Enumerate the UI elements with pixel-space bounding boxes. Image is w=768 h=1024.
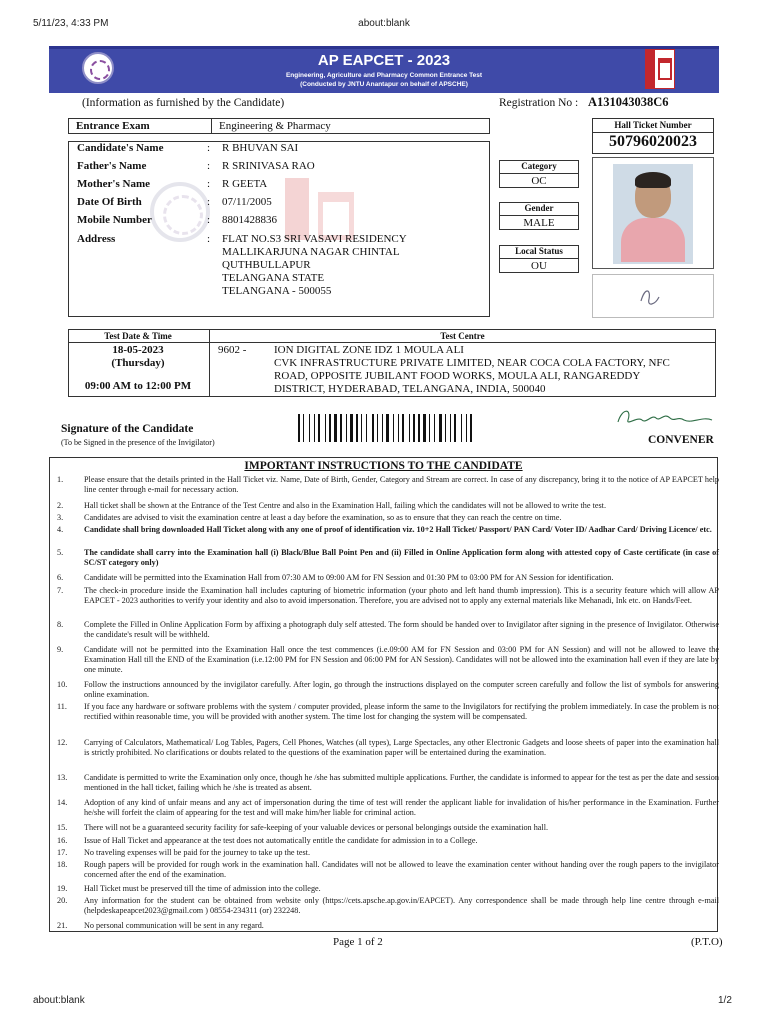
instruction-number: 16.	[57, 836, 68, 845]
instruction-text: The check-in procedure inside the Examination hall includes capturing of biometric information (your photo and left hand thumb impression). This is a security feature which will allow AP EAPCET - 2023 authorities to verify your identity and also to avoid impersonation. Therefore, you are advised not to apply any external materials like Mehanadi, Ink etc. on Hands/Feet.	[84, 586, 719, 605]
address-line: MALLIKARJUNA NAGAR CHINTAL	[222, 246, 400, 258]
page-label: Page 1 of 2	[333, 936, 383, 948]
print-datetime: 5/11/23, 4:33 PM	[33, 18, 109, 29]
local-status-label: Local Status	[515, 246, 563, 256]
print-footer-url: about:blank	[33, 995, 85, 1006]
centre-line: ION DIGITAL ZONE IDZ 1 MOULA ALI	[274, 344, 464, 356]
centre-address	[274, 344, 670, 396]
exam-title: AP EAPCET - 2023	[317, 52, 451, 69]
centre-code: 9602 -	[218, 344, 247, 356]
instruction-text: Candidate is permitted to write the Examination only once, though he /she has submitted multiple applications. Further, the candidate is informed to appear for the test as per the date and session mentioned in the hall ticket, failing which he /she is treated as absent.	[84, 773, 719, 792]
gender-label: Gender	[524, 203, 554, 213]
address-line: TELANGANA - 500055	[222, 285, 332, 297]
hall-ticket-number: 50796020023	[609, 133, 697, 150]
instruction-text: Candidate will not be permitted into the Examination Hall once the test commences (i.e.09:00 AM for FN Session and 03:00 PM for AN Session) and will not be allowed to leave the Examination Hall till the END of the Examination (i.e.12:00 PM for FN Session and 06:00 PM for AN Session). Candidates will not be allowed into the examination hall even if they are late by one minute.	[84, 645, 719, 674]
instruction-number: 2.	[57, 501, 64, 510]
test-time: 09:00 AM to 12:00 PM	[84, 380, 192, 392]
address-line: QUTHBULLAPUR	[222, 259, 311, 271]
father-name: R SRINIVASA RAO	[222, 160, 315, 172]
mobile-value: 8801428836	[222, 214, 277, 226]
category-label: Category	[521, 161, 557, 171]
instruction-text: Adoption of any kind of unfair means and any act of impersonation during the time of test will render the applicant liable for invalidation of his/her performance in the Examination. Further he/she will forfeit the claim of appearing for the test and will make him/her liable for criminal action.	[84, 798, 719, 817]
instruction-text: Candidate shall bring downloaded Hall Ticket along with any one of proof of identification viz. 10+2 Hall Ticket/ Passport/ PAN Card/ Voter ID/ Aadhar Card/ Driving Licence/ etc.	[84, 525, 712, 534]
info-note: (Information as furnished by the Candidate)	[82, 97, 285, 109]
candidate-photo	[592, 157, 714, 269]
mother-name: R GEETA	[222, 178, 268, 190]
instruction-number: 21.	[57, 921, 68, 930]
instruction-number: 18.	[57, 860, 68, 869]
instruction-number: 7.	[57, 586, 64, 595]
conducted-by: (Conducted by JNTU Anantapur on behalf of APSCHE)	[300, 81, 468, 88]
gender-value: MALE	[523, 217, 555, 229]
entrance-exam-label: Entrance Exam	[76, 120, 150, 132]
instruction-text: Hall ticket shall be shown at the Entrance of the Test Centre and also in the Examination Hall, failing which the candidates will not be allowed to write the test.	[84, 501, 606, 510]
colon: :	[207, 178, 211, 190]
exam-subtitle: Engineering, Agriculture and Pharmacy Common Entrance Test	[285, 72, 483, 79]
apsche-logo-icon	[645, 49, 675, 89]
instruction-number: 5.	[57, 548, 64, 557]
address-line: TELANGANA STATE	[222, 272, 325, 284]
dob-label: Date Of Birth	[77, 196, 142, 208]
instruction-number: 9.	[57, 645, 64, 654]
convener-label: CONVENER	[648, 434, 714, 446]
print-page-number: 1/2	[718, 995, 732, 1006]
centre-line: DISTRICT, HYDERABAD, TELANGANA, INDIA, 500040	[274, 383, 546, 395]
instruction-number: 14.	[57, 798, 68, 807]
instruction-text: No traveling expenses will be paid for the journey to take up the test.	[84, 848, 311, 857]
instruction-text: Hall Ticket must be preserved till the time of admission into the college.	[84, 884, 321, 893]
address-line: FLAT NO.S3 SRI VASAVI RESIDENCY	[222, 233, 407, 245]
signature-note: (To be Signed in the presence of the Invigilator)	[61, 438, 215, 447]
instruction-text: The candidate shall carry into the Examination hall (i) Black/Blue Ball Point Pen and (ii) Filled in Online Application form along with attested copy of Caste certificate (in case of SC/ST category only)	[84, 548, 719, 567]
watermark-apsche-icon	[285, 178, 309, 240]
address-block	[222, 233, 407, 298]
instruction-number: 20.	[57, 896, 68, 905]
candidate-name-label: Candidate's Name	[77, 142, 164, 154]
instruction-text: Rough papers will be provided for rough work in the examination hall. Candidates will not be allowed to leave the examination center without handing over the rough papers to the invigilator concerned after the end of the examination.	[84, 860, 719, 879]
candidate-signature-image	[592, 274, 714, 318]
colon: :	[207, 196, 211, 208]
pto-label: (P.T.O)	[691, 936, 723, 948]
centre-line: ROAD, OPPOSITE JUBILANT FOOD WORKS, MOULA ALI, RANGAREDDY	[274, 370, 641, 382]
colon: :	[207, 214, 211, 226]
instruction-number: 1.	[57, 475, 64, 484]
local-status-value: OU	[531, 260, 547, 272]
instruction-text: If you face any hardware or software problems with the system / computer provided, please inform the same to the Invigilators for rectifying the problem immediately. In case the problem is not rectified within reasonable time, you will be provided with another system. The time lost for changing the system will be compensated.	[84, 702, 719, 721]
instructions-heading: IMPORTANT INSTRUCTIONS TO THE CANDIDATE	[244, 460, 523, 472]
watermark-seal-icon	[150, 182, 210, 242]
test-date: 18-05-2023	[112, 344, 164, 356]
colon: :	[207, 160, 211, 172]
header-banner	[49, 46, 719, 93]
registration-number: A131043038C6	[588, 95, 669, 109]
mother-name-label: Mother's Name	[77, 178, 151, 190]
instruction-number: 4.	[57, 525, 64, 534]
colon: :	[207, 233, 211, 245]
address-label: Address	[77, 233, 116, 245]
entrance-exam-value: Engineering & Pharmacy	[219, 120, 331, 132]
mobile-label: Mobile Number	[77, 214, 152, 226]
instruction-number: 17.	[57, 848, 68, 857]
instruction-text: Follow the instructions announced by the invigilator carefully. After login, go through the instructions displayed on the computer screen carefully and follow the list of symbols for answering online examination.	[84, 680, 719, 699]
instruction-text: Please ensure that the details printed in the Hall Ticket viz. Name, Date of Birth, Gender, Category and Stream are correct. In case of any discrepancy, bring it to the notice of AP EAPCET help line center through e-mail for necessary action.	[84, 475, 719, 494]
instruction-number: 12.	[57, 738, 68, 747]
instruction-number: 10.	[57, 680, 68, 689]
hall-ticket-label: Hall Ticket Number	[614, 120, 692, 130]
instruction-number: 15.	[57, 823, 68, 832]
print-url: about:blank	[358, 18, 410, 29]
instruction-number: 13.	[57, 773, 68, 782]
instruction-number: 3.	[57, 513, 64, 522]
candidate-name: R BHUVAN SAI	[222, 142, 299, 154]
instruction-number: 19.	[57, 884, 68, 893]
dob-value: 07/11/2005	[222, 196, 272, 208]
instruction-text: Candidate will be permitted into the Examination Hall from 07:30 AM to 09:00 AM for FN Session and 01:30 PM to 03:00 PM for AN Session for identification.	[84, 573, 614, 582]
instruction-text: Candidates are advised to visit the examination centre at least a day before the examination, so as to ensure that they can reach the centre on time.	[84, 513, 562, 522]
instruction-number: 8.	[57, 620, 64, 629]
instruction-text: Any information for the student can be obtained from website only (https://cets.apsche.ap.gov.in/EAPCET). Any correspondence shall be made through help line centre through e-mail (helpdeskapeapcet2023@gmail.com ) 08554-234311 (or) 232248.	[84, 896, 719, 915]
centre-line: CVK INFRASTRUCTURE PRIVATE LIMITED, NEAR COCA COLA FACTORY, NFC	[274, 357, 670, 369]
colon: :	[207, 142, 211, 154]
instruction-text: Issue of Hall Ticket and appearance at the test does not automatically entitle the candidate for admission in to a College.	[84, 836, 478, 845]
instruction-number: 6.	[57, 573, 64, 582]
signature-label: Signature of the Candidate	[61, 423, 194, 435]
test-day: (Thursday)	[111, 357, 165, 369]
test-datetime-label: Test Date & Time	[104, 331, 172, 341]
instruction-text: Carrying of Calculators, Mathematical/ Log Tables, Pagers, Cell Phones, Watches (all types), Large Spectacles, any other Electronic Gadgets and loose sheets of paper into the examination hall is strictly prohibited. No clarifications or doubts related to the questions of the examination paper will be entertained during the examination.	[84, 738, 719, 757]
barcode-icon	[298, 414, 560, 442]
test-centre-label: Test Centre	[440, 331, 485, 341]
jntua-logo-icon	[82, 52, 114, 84]
registration-label: Registration No :	[499, 97, 579, 109]
instruction-text: There will not be a guaranteed security facility for safe-keeping of your valuable devices or personal belongings outside the examination hall.	[84, 823, 549, 832]
instruction-text: No personal communication will be sent in any regard.	[84, 921, 264, 930]
instruction-text: Complete the Filled in Online Application Form by affixing a photograph duly self attested. The form should be handed over to Invigilator after signing in the presence of Invigilator. Otherwise the candidate's result will be withheld.	[84, 620, 719, 639]
instruction-number: 11.	[57, 702, 67, 711]
father-name-label: Father's Name	[77, 160, 147, 172]
category-value: OC	[531, 175, 547, 187]
convener-signature-image	[612, 404, 722, 430]
